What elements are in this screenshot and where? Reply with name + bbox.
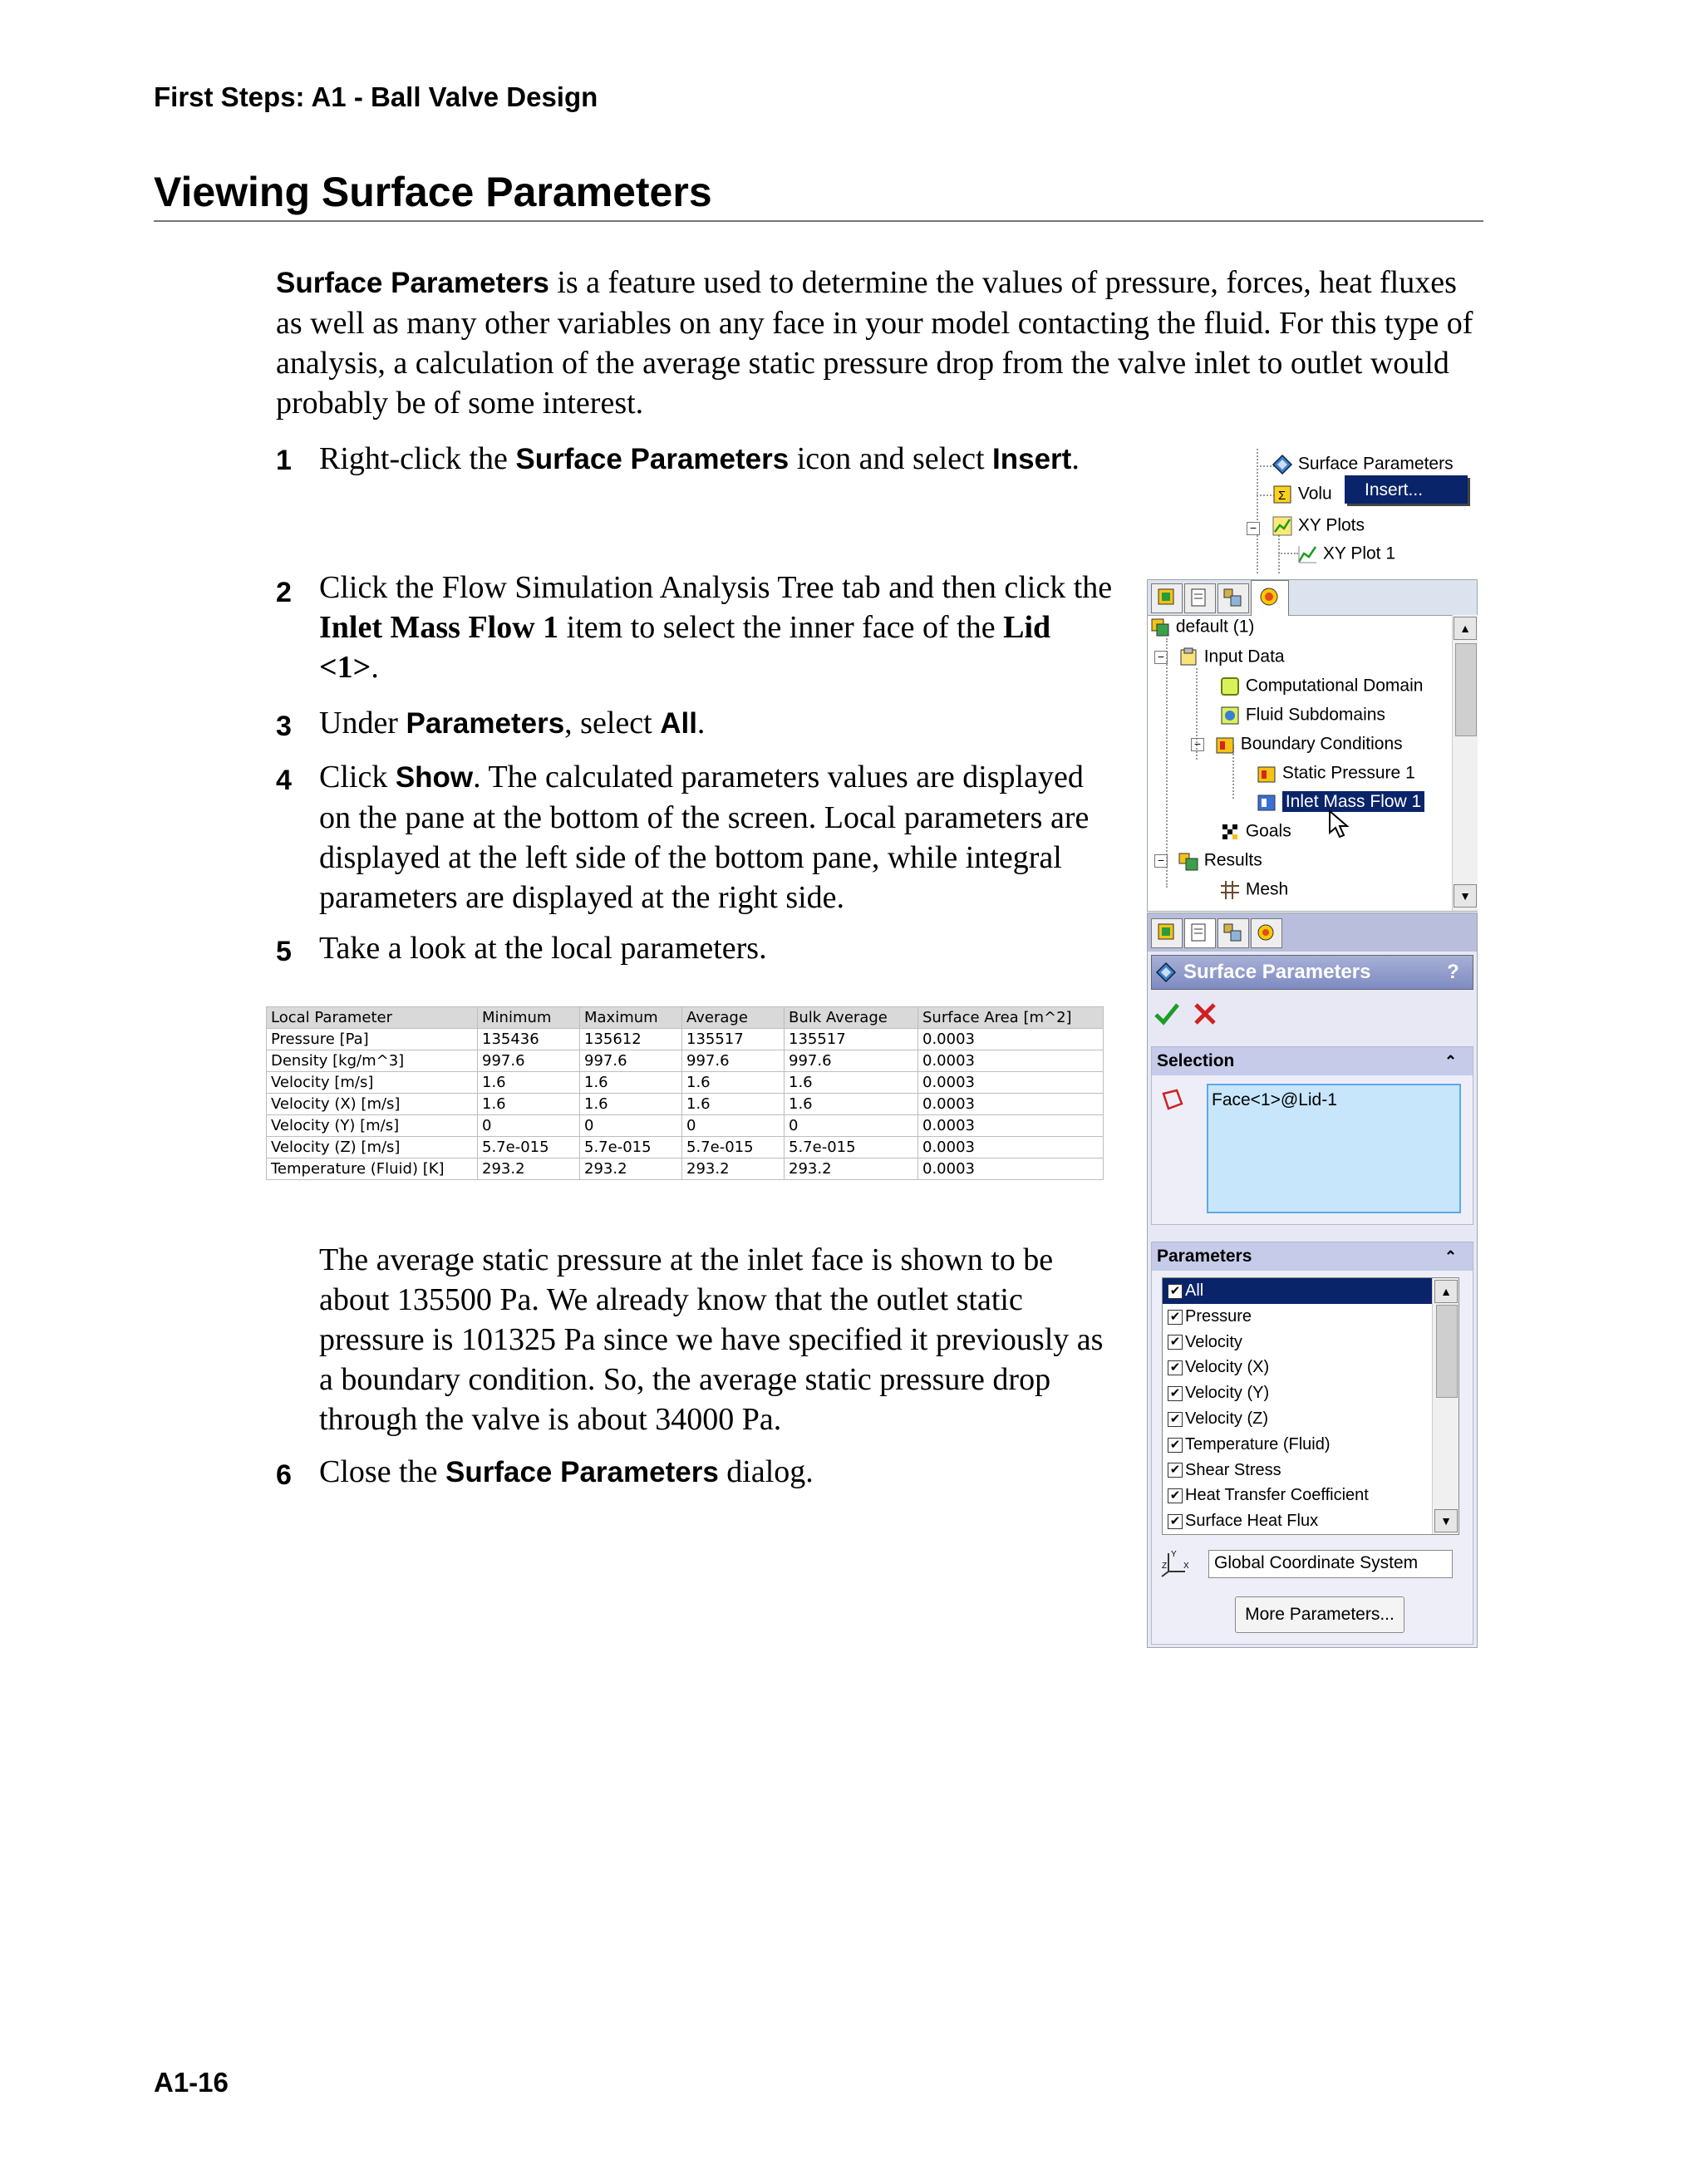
collapse-chevron-icon[interactable]: ⌃ — [1444, 1053, 1458, 1070]
tree-scrollbar[interactable] — [1452, 615, 1478, 911]
computational-domain-icon — [1219, 676, 1241, 697]
parameter-label: Shear Stress — [1185, 1460, 1281, 1479]
tree-tab-bar — [1148, 580, 1477, 616]
table-cell: 997.6 — [478, 1050, 580, 1072]
checkbox-checked-icon[interactable]: ✔ — [1168, 1386, 1183, 1401]
tree-line — [1278, 553, 1298, 554]
flow-simulation-icon — [1252, 919, 1280, 946]
tree-label: Goals — [1245, 821, 1291, 841]
tree-label: default (1) — [1175, 617, 1255, 637]
tree-item-input-data[interactable] — [1154, 647, 1285, 668]
table-cell: Velocity (X) [m/s] — [267, 1094, 478, 1115]
static-pressure-icon — [1256, 763, 1277, 785]
step-4-b: Show — [395, 761, 474, 794]
tree-label: Results — [1203, 850, 1262, 870]
volume-parameters-icon — [1272, 484, 1293, 505]
col-header: Surface Area [m^2] — [918, 1007, 1104, 1029]
step-1-number: 1 — [276, 445, 292, 476]
tree-label: XY Plot 1 — [1322, 544, 1396, 563]
table-row — [267, 1094, 1104, 1115]
table-cell: 135436 — [478, 1029, 580, 1050]
pm-title: Surface Parameters — [1183, 961, 1371, 983]
selection-label: Selection — [1157, 1051, 1235, 1070]
help-button[interactable]: ? — [1447, 961, 1459, 983]
collapse-icon[interactable]: − — [1154, 651, 1168, 664]
fluid-subdomains-icon — [1219, 705, 1241, 726]
parameters-label: Parameters — [1157, 1247, 1252, 1266]
goals-icon — [1219, 821, 1241, 843]
tree-item-volume[interactable] — [1272, 484, 1332, 505]
col-header: Local Parameter — [267, 1007, 478, 1029]
parameter-checkbox-row[interactable] — [1163, 1304, 1459, 1330]
tree-item-computational-domain[interactable] — [1219, 676, 1423, 697]
step-6-text — [319, 1452, 1117, 1493]
tree-label: Surface Parameters — [1297, 454, 1454, 474]
tree-item-results[interactable] — [1154, 850, 1262, 872]
cancel-x-icon[interactable] — [1191, 1000, 1219, 1028]
section-title: Viewing Surface Parameters — [154, 169, 712, 215]
table-cell: 997.6 — [682, 1050, 785, 1072]
parameter-label: Surface Heat Flux — [1185, 1512, 1319, 1531]
table-cell: 0.0003 — [918, 1094, 1104, 1115]
parameter-label: Velocity — [1185, 1332, 1242, 1351]
property-manager-tab[interactable] — [1184, 583, 1216, 613]
ok-check-icon[interactable] — [1153, 1000, 1181, 1028]
table-cell: 293.2 — [785, 1158, 918, 1180]
checkbox-checked-icon[interactable]: ✔ — [1168, 1284, 1183, 1299]
property-manager-icon — [1185, 584, 1213, 611]
scroll-up-button[interactable]: ▲ — [1454, 617, 1477, 640]
parameter-checkbox-row[interactable] — [1163, 1406, 1459, 1432]
flow-simulation-tab[interactable] — [1251, 918, 1282, 948]
checkbox-checked-icon[interactable]: ✔ — [1168, 1412, 1183, 1427]
parameter-checkbox-row[interactable] — [1163, 1508, 1459, 1534]
table-cell: 293.2 — [478, 1158, 580, 1180]
step-1-a: Right-click the — [319, 441, 508, 476]
tree-label: Boundary Conditions — [1240, 734, 1403, 754]
tree-label: Input Data — [1203, 647, 1285, 667]
parameter-label: Velocity (X) — [1185, 1358, 1270, 1377]
table-cell: 5.7e-015 — [682, 1137, 785, 1158]
table-row — [267, 1115, 1104, 1137]
project-icon — [1149, 617, 1171, 638]
step-5-number: 5 — [276, 936, 292, 967]
more-parameters-button[interactable]: More Parameters... — [1235, 1596, 1404, 1633]
xy-plot-icon — [1296, 544, 1318, 565]
property-manager-tab[interactable] — [1184, 918, 1216, 948]
table-row — [267, 1050, 1104, 1072]
tree-label-selected: Inlet Mass Flow 1 — [1282, 791, 1424, 812]
step-4-text — [319, 757, 1117, 917]
table-cell: 1.6 — [785, 1094, 918, 1115]
parameter-label: Temperature (Fluid) — [1185, 1434, 1331, 1454]
configuration-icon — [1218, 584, 1247, 611]
step-3-a: Under — [319, 706, 398, 740]
table-cell: Velocity (Z) [m/s] — [267, 1137, 478, 1158]
table-cell: 5.7e-015 — [580, 1137, 682, 1158]
table-cell: 0.0003 — [918, 1072, 1104, 1094]
mouse-cursor-icon — [1328, 809, 1351, 839]
scroll-thumb[interactable] — [1436, 1305, 1458, 1398]
selection-header[interactable] — [1152, 1047, 1473, 1075]
table-cell: 0 — [682, 1115, 785, 1137]
table-row — [267, 1137, 1104, 1158]
scroll-down-button[interactable]: ▼ — [1454, 884, 1477, 908]
table-cell: 0.0003 — [918, 1050, 1104, 1072]
step-4-number: 4 — [276, 765, 292, 796]
tree-label: Static Pressure 1 — [1281, 763, 1415, 783]
step-3-e: . — [696, 706, 706, 740]
table-cell: 0 — [785, 1115, 918, 1137]
tree-label: XY Plots — [1297, 515, 1365, 535]
intro-text: is a feature used to determine the values of pressure, forces, heat fluxes as well as many other variables on any face in your model contacting the fluid. For this type of analysis, a calculation of the average static pressure drop from the valve inlet to outlet would probably be of some interest. — [276, 265, 1473, 421]
table-cell: 0 — [580, 1115, 682, 1137]
parameter-label: Velocity (Y) — [1185, 1384, 1270, 1403]
table-cell: 0.0003 — [918, 1115, 1104, 1137]
insert-menu-item[interactable]: Insert... — [1345, 475, 1468, 504]
configuration-manager-tab[interactable] — [1217, 918, 1249, 948]
configuration-manager-tab[interactable] — [1217, 583, 1249, 613]
table-cell: 1.6 — [580, 1072, 682, 1094]
svg-text:X: X — [1183, 1562, 1189, 1571]
title-rule — [154, 220, 1483, 222]
step-1-b: Surface Parameters — [515, 443, 790, 475]
feature-manager-icon — [1152, 584, 1180, 611]
selection-group — [1151, 1046, 1473, 1225]
step-2-d: Lid <1> — [319, 610, 1051, 685]
pm-tab-bar — [1148, 913, 1477, 952]
tree-item-mesh[interactable] — [1219, 879, 1288, 901]
collapse-icon[interactable]: − — [1247, 522, 1260, 535]
step-4-c: . The calculated parameters values are displayed on the pane at the bottom of the screen. Local parameters are displayed at the left side of the bottom pane, while integral parameters are displayed at the right side. — [319, 760, 1090, 915]
table-cell: 1.6 — [478, 1094, 580, 1115]
property-manager-icon — [1185, 919, 1213, 946]
table-cell: 5.7e-015 — [478, 1137, 580, 1158]
running-header: First Steps: A1 - Ball Valve Design — [154, 81, 598, 112]
tree-item-xy-plot-1[interactable] — [1296, 544, 1395, 565]
context-tree-screenshot — [1238, 449, 1488, 573]
parameter-checkbox-row[interactable] — [1163, 1330, 1459, 1355]
table-cell: Velocity [m/s] — [267, 1072, 478, 1094]
table-cell: 1.6 — [682, 1072, 785, 1094]
step-1-e: . — [1071, 441, 1080, 476]
table-header-row — [267, 1007, 1104, 1029]
svg-text:Z: Z — [1162, 1562, 1168, 1571]
parameter-label: Pressure — [1185, 1306, 1252, 1326]
parameter-checkbox-row[interactable] — [1163, 1355, 1459, 1380]
table-cell: 1.6 — [785, 1072, 918, 1094]
scroll-thumb[interactable] — [1455, 643, 1477, 736]
coordinate-system-icon — [1160, 1548, 1190, 1578]
step-1-c: icon and select — [796, 441, 985, 476]
parameter-checkbox-row[interactable] — [1163, 1432, 1459, 1458]
table-cell: 5.7e-015 — [785, 1137, 918, 1158]
checkbox-checked-icon[interactable]: ✔ — [1168, 1335, 1183, 1350]
parameter-checkbox-row[interactable] — [1163, 1380, 1459, 1406]
table-cell: 1.6 — [682, 1094, 785, 1115]
step-3-number: 3 — [276, 711, 292, 742]
step-6-number: 6 — [276, 1459, 292, 1491]
col-header: Average — [682, 1007, 785, 1029]
coordinate-system-field[interactable]: Global Coordinate System — [1208, 1550, 1453, 1578]
step-6-b: Surface Parameters — [445, 1456, 719, 1488]
checkbox-checked-icon[interactable]: ✔ — [1168, 1514, 1183, 1529]
parameter-label: All — [1185, 1281, 1204, 1300]
table-cell: 0.0003 — [918, 1029, 1104, 1050]
table-cell: 135517 — [682, 1029, 785, 1050]
checkbox-checked-icon[interactable]: ✔ — [1168, 1463, 1183, 1478]
results-icon — [1178, 850, 1199, 872]
intro-term: Surface Parameters — [276, 267, 549, 299]
parameter-checkbox-row[interactable] — [1163, 1278, 1459, 1304]
parameter-label: Velocity (Z) — [1185, 1409, 1269, 1428]
tree-root-default[interactable] — [1149, 617, 1254, 638]
tree-item-xy-plots[interactable] — [1247, 515, 1365, 537]
step-6-c: dialog. — [726, 1454, 814, 1489]
tree-label: Computational Domain — [1245, 676, 1424, 696]
scroll-up-button[interactable]: ▲ — [1434, 1280, 1458, 1303]
face-selection-icon — [1160, 1087, 1185, 1112]
tree-item-static-pressure[interactable] — [1256, 763, 1415, 785]
pm-title-bar — [1151, 955, 1473, 990]
collapse-chevron-icon[interactable]: ⌃ — [1444, 1248, 1458, 1265]
local-parameters-table — [266, 1006, 1104, 1180]
table-cell: 293.2 — [682, 1158, 785, 1180]
flow-simulation-icon — [1252, 581, 1286, 612]
flow-simulation-tab[interactable] — [1251, 580, 1289, 616]
parameters-header[interactable] — [1152, 1242, 1473, 1271]
collapse-icon[interactable]: − — [1154, 854, 1168, 868]
collapse-icon[interactable]: − — [1191, 738, 1204, 751]
table-row — [267, 1072, 1104, 1094]
step-3-d: All — [660, 707, 697, 740]
page-number: A1-16 — [154, 2067, 229, 2098]
table-cell: Temperature (Fluid) [K] — [267, 1158, 478, 1180]
xy-plots-icon — [1272, 515, 1293, 537]
step-3-b: Parameters — [406, 707, 565, 740]
tree-label: Fluid Subdomains — [1245, 705, 1385, 725]
step-1-text — [319, 439, 1150, 480]
table-cell: Density [kg/m^3] — [267, 1050, 478, 1072]
table-cell: 0 — [478, 1115, 580, 1137]
feature-manager-tab[interactable] — [1151, 918, 1183, 948]
step-2-number: 2 — [276, 577, 292, 608]
tree-item-fluid-subdomains[interactable] — [1219, 705, 1385, 726]
checkbox-checked-icon[interactable]: ✔ — [1168, 1360, 1183, 1375]
tree-line — [1257, 449, 1258, 573]
feature-manager-tab[interactable] — [1151, 583, 1183, 613]
tree-item-goals[interactable] — [1219, 821, 1291, 843]
params-scrollbar[interactable] — [1432, 1278, 1459, 1534]
input-data-icon — [1178, 647, 1199, 668]
parameter-checkbox-row[interactable] — [1163, 1483, 1459, 1508]
checkbox-checked-icon[interactable]: ✔ — [1168, 1438, 1183, 1453]
table-cell: 293.2 — [580, 1158, 682, 1180]
table-cell: 135612 — [580, 1029, 682, 1050]
step-6-a: Close the — [319, 1454, 438, 1489]
col-header: Bulk Average — [785, 1007, 918, 1029]
svg-text:Σ: Σ — [1278, 489, 1286, 503]
parameters-listbox[interactable] — [1162, 1277, 1459, 1535]
table-cell: 0.0003 — [918, 1158, 1104, 1180]
checkbox-checked-icon[interactable]: ✔ — [1168, 1310, 1183, 1325]
parameter-label: Heat Transfer Coefficient — [1185, 1486, 1369, 1505]
selection-listbox[interactable] — [1207, 1084, 1461, 1213]
surface-parameters-property-manager — [1147, 912, 1478, 1648]
step-3-text — [319, 703, 1117, 744]
result-paragraph: The average static pressure at the inlet face is shown to be about 135500 Pa. We already know that the outlet static pressure is 101325 Pa since we have specified it previously as a boundary condition. So, the average static pressure drop through the valve is about 34000 Pa. — [319, 1242, 1104, 1437]
table-cell: 997.6 — [580, 1050, 682, 1072]
step-2-b: Inlet Mass Flow 1 — [319, 610, 559, 645]
mesh-icon — [1219, 879, 1241, 901]
step-1-d: Insert — [992, 443, 1072, 475]
table-cell: 0.0003 — [918, 1137, 1104, 1158]
feature-manager-icon — [1152, 919, 1180, 946]
table-cell: Velocity (Y) [m/s] — [267, 1115, 478, 1137]
step-2-a: Click the Flow Simulation Analysis Tree tab and then click the — [319, 570, 1113, 605]
step-3-c: , select — [564, 706, 652, 740]
step-2-text — [319, 568, 1117, 687]
tree-item-surface-parameters[interactable] — [1272, 454, 1454, 475]
col-header: Minimum — [478, 1007, 580, 1029]
scroll-down-button[interactable]: ▼ — [1434, 1509, 1458, 1532]
intro-paragraph — [276, 263, 1489, 423]
table-cell: Pressure [Pa] — [267, 1029, 478, 1050]
table-cell: 1.6 — [580, 1094, 682, 1115]
step-2-e: . — [371, 650, 379, 685]
table-cell: 997.6 — [785, 1050, 918, 1072]
tree-label: Mesh — [1245, 879, 1289, 899]
selection-item[interactable]: Face<1>@Lid-1 — [1212, 1090, 1337, 1109]
surface-parameters-icon — [1155, 962, 1177, 983]
col-header: Maximum — [580, 1007, 682, 1029]
svg-text:Y: Y — [1171, 1550, 1177, 1559]
tree-item-boundary-conditions[interactable] — [1191, 734, 1403, 755]
table-cell: 1.6 — [478, 1072, 580, 1094]
inlet-mass-flow-icon — [1256, 791, 1277, 813]
tree-label: Volu — [1297, 484, 1332, 504]
table-cell: 135517 — [785, 1029, 918, 1050]
step-2-c: item to select the inner face of the — [566, 610, 996, 645]
checkbox-checked-icon[interactable]: ✔ — [1168, 1488, 1183, 1503]
configuration-icon — [1218, 919, 1247, 946]
table-row — [267, 1029, 1104, 1050]
step-4-a: Click — [319, 760, 388, 794]
analysis-tree-panel — [1147, 579, 1478, 912]
step-5-text: Take a look at the local parameters. — [319, 931, 767, 966]
parameters-group — [1151, 1242, 1473, 1645]
parameter-checkbox-row[interactable] — [1163, 1458, 1459, 1483]
boundary-conditions-icon — [1214, 734, 1236, 755]
surface-parameters-icon — [1272, 454, 1293, 475]
table-row — [267, 1158, 1104, 1180]
